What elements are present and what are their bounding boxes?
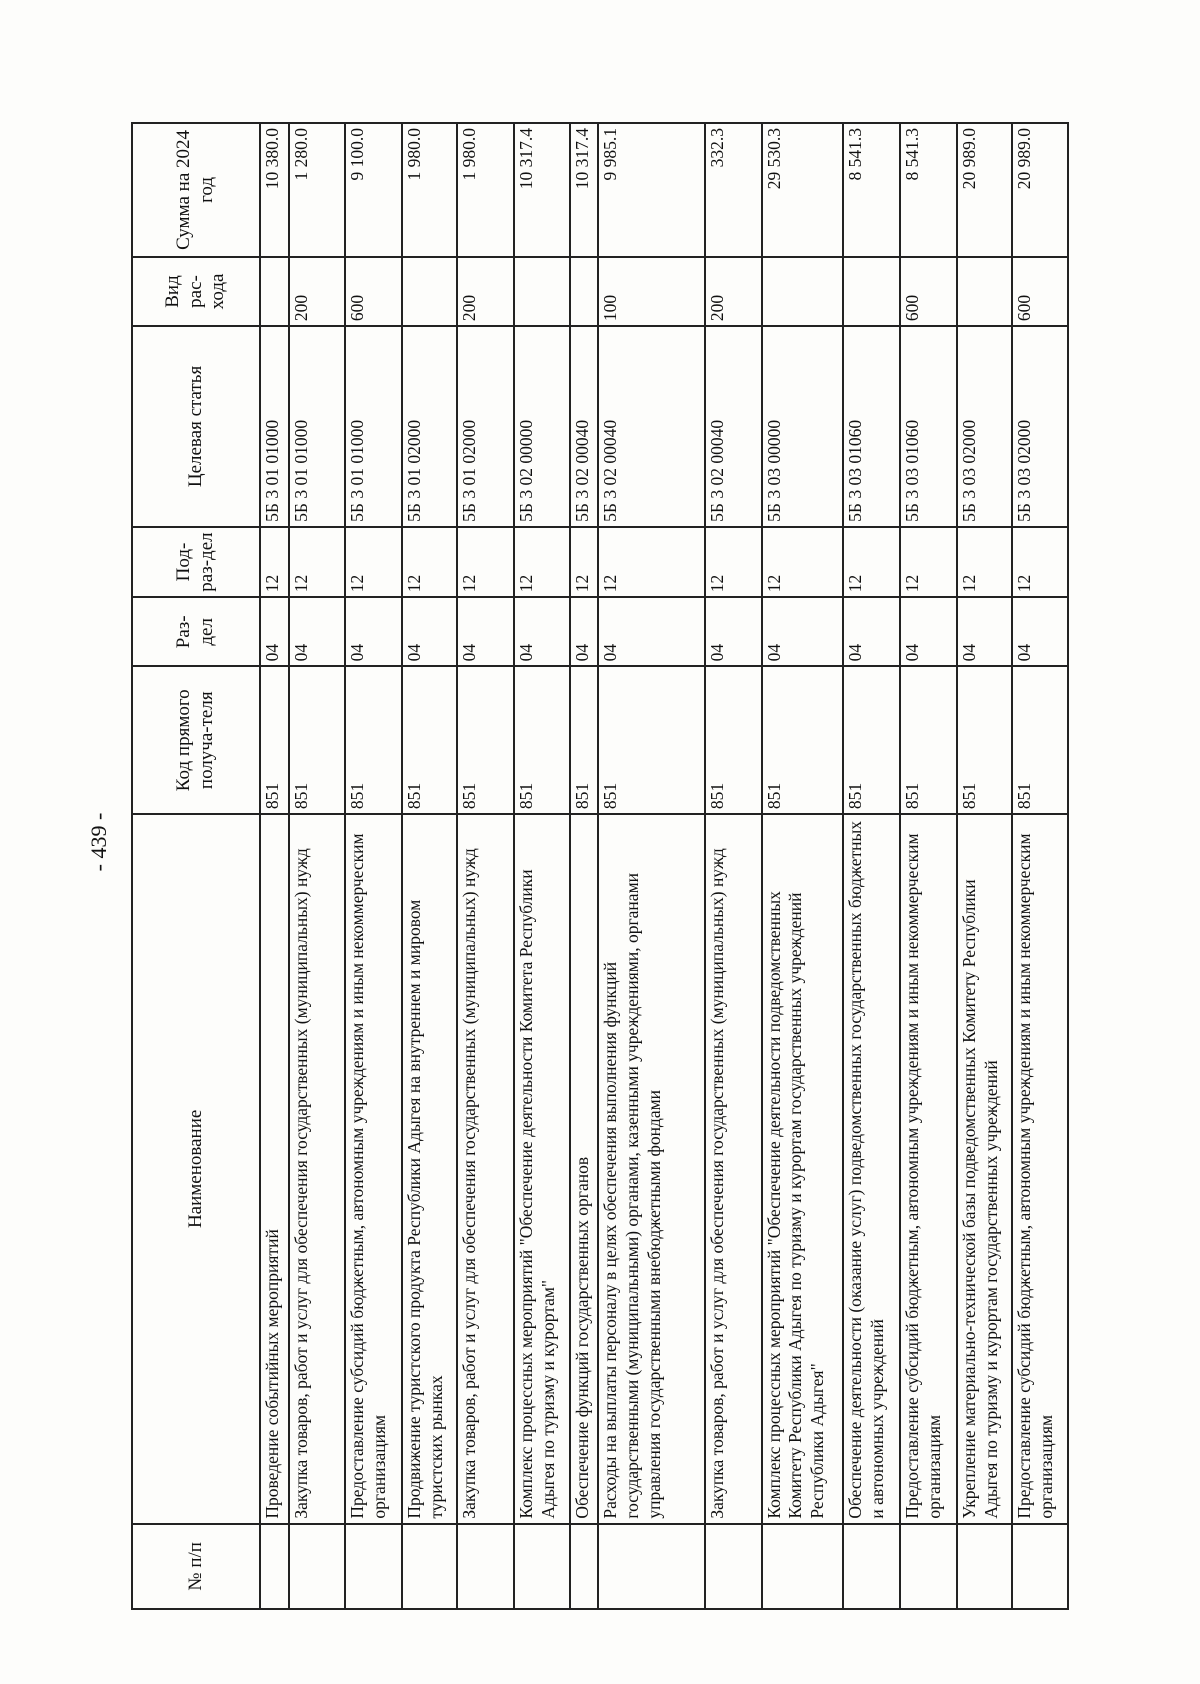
rotated-table-wrapper — [131, 122, 1069, 1610]
cell-recipient: 851 — [705, 666, 762, 814]
table-row — [570, 123, 598, 1609]
cell-subsection: 12 — [570, 527, 598, 597]
cell-subsection: 12 — [843, 527, 900, 597]
cell-sum: 10 380.0 — [260, 123, 289, 257]
cell-sum: 20 989.0 — [957, 123, 1013, 257]
cell-subsection: 12 — [345, 527, 402, 597]
cell-section: 04 — [705, 597, 762, 666]
cell-expense — [957, 257, 1013, 326]
cell-subsection: 12 — [1012, 527, 1068, 597]
cell-subsection: 12 — [598, 527, 705, 597]
cell-expense — [843, 257, 900, 326]
cell-target: 5Б 3 03 01060 — [900, 326, 957, 527]
cell-expense: 200 — [457, 257, 514, 326]
cell-recipient: 851 — [1012, 666, 1068, 814]
cell-section: 04 — [457, 597, 514, 666]
cell-section: 04 — [1012, 597, 1068, 666]
cell-target: 5Б 3 01 02000 — [402, 326, 458, 527]
cell-target: 5Б 3 03 01060 — [843, 326, 900, 527]
cell-target: 5Б 3 02 00000 — [514, 326, 570, 527]
cell-target: 5Б 3 02 00040 — [570, 326, 598, 527]
header-expense: Вид рас-хода — [132, 257, 260, 326]
cell-name: Комплекс процессных мероприятий "Обеспечение деятельности Комитета Республики Адыгея по туризму и курортам" — [514, 814, 570, 1524]
cell-expense — [260, 257, 289, 326]
cell-target: 5Б 3 01 01000 — [260, 326, 289, 527]
cell-subsection: 12 — [762, 527, 844, 597]
table-row — [900, 123, 957, 1609]
table-row — [260, 123, 289, 1609]
cell-expense: 600 — [345, 257, 402, 326]
cell-target: 5Б 3 02 00040 — [705, 326, 762, 527]
table-row — [762, 123, 844, 1609]
cell-sum: 1 980.0 — [457, 123, 514, 257]
cell-subsection: 12 — [514, 527, 570, 597]
cell-no — [762, 1524, 844, 1609]
cell-recipient: 851 — [457, 666, 514, 814]
cell-no — [402, 1524, 458, 1609]
cell-recipient: 851 — [762, 666, 844, 814]
cell-no — [705, 1524, 762, 1609]
cell-sum: 20 989.0 — [1012, 123, 1068, 257]
cell-expense: 100 — [598, 257, 705, 326]
cell-section: 04 — [514, 597, 570, 666]
cell-name: Предоставление субсидий бюджетным, автономным учреждениям и иным некоммерческим организациям — [900, 814, 957, 1524]
cell-recipient: 851 — [289, 666, 345, 814]
cell-no — [1012, 1524, 1068, 1609]
table-row — [289, 123, 345, 1609]
cell-sum: 9 100.0 — [345, 123, 402, 257]
cell-sum: 1 280.0 — [289, 123, 345, 257]
cell-subsection: 12 — [260, 527, 289, 597]
cell-no — [514, 1524, 570, 1609]
cell-sum: 9 985.1 — [598, 123, 705, 257]
cell-sum: 8 541.3 — [843, 123, 900, 257]
table-row — [402, 123, 458, 1609]
cell-no — [957, 1524, 1013, 1609]
cell-target: 5Б 3 03 00000 — [762, 326, 844, 527]
header-recipient: Код прямого получа-теля — [132, 666, 260, 814]
cell-subsection: 12 — [289, 527, 345, 597]
cell-expense: 200 — [289, 257, 345, 326]
cell-sum: 29 530.3 — [762, 123, 844, 257]
cell-target: 5Б 3 01 01000 — [345, 326, 402, 527]
cell-expense: 600 — [900, 257, 957, 326]
header-name: Наименование — [132, 814, 260, 1524]
cell-sum: 332.3 — [705, 123, 762, 257]
cell-expense — [762, 257, 844, 326]
cell-no — [900, 1524, 957, 1609]
cell-name: Закупка товаров, работ и услуг для обеспечения государственных (муниципальных) нужд — [457, 814, 514, 1524]
header-sum: Сумма на 2024 год — [132, 123, 260, 257]
cell-sum: 8 541.3 — [900, 123, 957, 257]
cell-section: 04 — [570, 597, 598, 666]
cell-sum: 10 317.4 — [570, 123, 598, 257]
cell-expense: 600 — [1012, 257, 1068, 326]
cell-name: Комплекс процессных мероприятий "Обеспечение деятельности подведомственных Комитету Республики Адыгея по туризму и курортам государственных учреждений Республики Адыгея" — [762, 814, 844, 1524]
cell-subsection: 12 — [705, 527, 762, 597]
cell-subsection: 12 — [900, 527, 957, 597]
table-row — [957, 123, 1013, 1609]
cell-name: Продвижение туристского продукта Республики Адыгея на внутреннем и мировом туристских рынках — [402, 814, 458, 1524]
cell-name: Проведение событийных мероприятий — [260, 814, 289, 1524]
cell-sum: 10 317.4 — [514, 123, 570, 257]
table-row — [843, 123, 900, 1609]
header-section: Раз-дел — [132, 597, 260, 666]
cell-recipient: 851 — [843, 666, 900, 814]
cell-no — [289, 1524, 345, 1609]
cell-name: Расходы на выплаты персоналу в целях обеспечения выполнения функций государственными (муниципальными) органами, казенными учреждениями, органами управления государственными внебюджетными фондами — [598, 814, 705, 1524]
header-no: № п/п — [132, 1524, 260, 1609]
cell-expense — [514, 257, 570, 326]
cell-name: Закупка товаров, работ и услуг для обеспечения государственных (муниципальных) нужд — [705, 814, 762, 1524]
cell-subsection: 12 — [957, 527, 1013, 597]
cell-no — [570, 1524, 598, 1609]
cell-recipient: 851 — [402, 666, 458, 814]
cell-target: 5Б 3 03 02000 — [957, 326, 1013, 527]
table-row — [598, 123, 705, 1609]
cell-recipient: 851 — [900, 666, 957, 814]
cell-name: Предоставление субсидий бюджетным, автономным учреждениям и иным некоммерческим организациям — [1012, 814, 1068, 1524]
cell-recipient: 851 — [260, 666, 289, 814]
table-row — [705, 123, 762, 1609]
cell-no — [457, 1524, 514, 1609]
cell-section: 04 — [345, 597, 402, 666]
cell-target: 5Б 3 01 02000 — [457, 326, 514, 527]
header-subsection: Под-раз-дел — [132, 527, 260, 597]
cell-section: 04 — [598, 597, 705, 666]
table-row — [1012, 123, 1068, 1609]
cell-no — [345, 1524, 402, 1609]
cell-section: 04 — [289, 597, 345, 666]
cell-recipient: 851 — [570, 666, 598, 814]
cell-section: 04 — [260, 597, 289, 666]
header-target: Целевая статья — [132, 326, 260, 527]
cell-target: 5Б 3 03 02000 — [1012, 326, 1068, 527]
cell-recipient: 851 — [957, 666, 1013, 814]
table-row — [457, 123, 514, 1609]
cell-name: Обеспечение деятельности (оказание услуг) подведомственных государственных бюджетных и автономных учреждений — [843, 814, 900, 1524]
budget-table — [131, 122, 1069, 1610]
cell-recipient: 851 — [345, 666, 402, 814]
cell-target: 5Б 3 02 00040 — [598, 326, 705, 527]
cell-subsection: 12 — [402, 527, 458, 597]
table-row — [514, 123, 570, 1609]
cell-recipient: 851 — [514, 666, 570, 814]
cell-expense: 200 — [705, 257, 762, 326]
cell-subsection: 12 — [457, 527, 514, 597]
cell-target: 5Б 3 01 01000 — [289, 326, 345, 527]
cell-sum: 1 980.0 — [402, 123, 458, 257]
cell-section: 04 — [900, 597, 957, 666]
table-header-row — [132, 123, 260, 1609]
cell-recipient: 851 — [598, 666, 705, 814]
cell-section: 04 — [402, 597, 458, 666]
cell-no — [260, 1524, 289, 1609]
cell-name: Предоставление субсидий бюджетным, автономным учреждениям и иным некоммерческим организациям — [345, 814, 402, 1524]
cell-section: 04 — [843, 597, 900, 666]
cell-expense — [570, 257, 598, 326]
page-number: - 439 - — [86, 812, 111, 872]
cell-name: Укрепление материально-технической базы подведомственных Комитету Республики Адыгея по туризму и курортам государственных учреждений — [957, 814, 1013, 1524]
cell-name: Закупка товаров, работ и услуг для обеспечения государственных (муниципальных) нужд — [289, 814, 345, 1524]
cell-name: Обеспечение функций государственных органов — [570, 814, 598, 1524]
cell-no — [843, 1524, 900, 1609]
table-row — [345, 123, 402, 1609]
cell-no — [598, 1524, 705, 1609]
cell-expense — [402, 257, 458, 326]
cell-section: 04 — [762, 597, 844, 666]
cell-section: 04 — [957, 597, 1013, 666]
